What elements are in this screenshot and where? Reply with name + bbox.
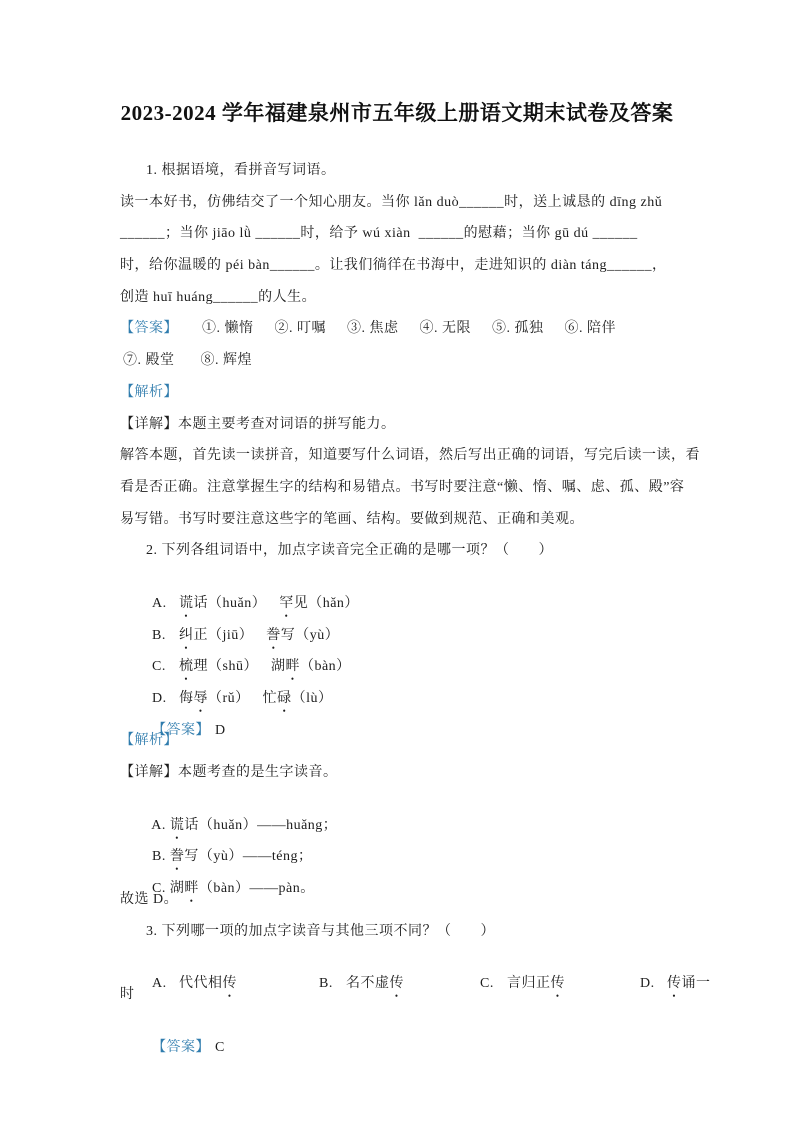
answer-item: ⑤. 孤独 bbox=[492, 321, 544, 337]
explain-text: 写（yù）——téng； bbox=[184, 849, 313, 865]
answer-label: 【答案】 bbox=[152, 1039, 210, 1055]
answer-item: ②. 叮嘱 bbox=[274, 321, 326, 337]
option-text: 忙 bbox=[262, 691, 278, 706]
question-1-explain-line: 易写错。书写时要注意这些字的笔画、结构。要做到规范、正确和美观。 bbox=[120, 511, 584, 527]
emphasized-char: 传 bbox=[389, 976, 404, 992]
question-3-option-b bbox=[319, 973, 480, 994]
question-2-option-a bbox=[120, 572, 674, 611]
option-text: 代代相 bbox=[179, 976, 223, 992]
answer-items bbox=[123, 350, 278, 371]
answer-letter: C bbox=[215, 1039, 225, 1055]
question-1-stem: 1. 根据语境，看拼音写词语。 bbox=[146, 163, 336, 178]
option-text: 见（hǎn） bbox=[293, 595, 359, 611]
option-label: C. bbox=[480, 976, 494, 992]
emphasized-char: 梳 bbox=[179, 659, 194, 675]
emphasized-char: 碌 bbox=[277, 691, 292, 706]
emphasized-char: 罕 bbox=[279, 595, 294, 611]
emphasized-char: 畔 bbox=[285, 659, 300, 675]
answer-item: ③. 焦虑 bbox=[347, 321, 399, 337]
analysis-label: 【解析】 bbox=[120, 384, 178, 400]
option-text: （rǔ） bbox=[208, 691, 250, 706]
explain-text: （bàn）——pàn。 bbox=[198, 881, 315, 897]
option-text: 理（shū） bbox=[193, 659, 258, 675]
explain-text: A. bbox=[151, 817, 170, 833]
explain-text: 话（huǎn）——huǎng； bbox=[184, 817, 338, 833]
option-label: B. bbox=[152, 627, 166, 643]
option-text: 名不虚 bbox=[346, 976, 390, 992]
explain-text: B. bbox=[152, 849, 170, 865]
question-1-explain-line: 解答本题，首先读一读拼音，知道要写什么词语，然后写出正确的词语，写完后读一读，看 bbox=[120, 448, 700, 464]
analysis-label: 【解析】 bbox=[120, 733, 178, 749]
answer-item: ⑦. 殿堂 bbox=[123, 353, 175, 369]
option-label: C. bbox=[152, 659, 166, 675]
option-label: D. bbox=[152, 691, 167, 706]
emphasized-char: 纠 bbox=[179, 627, 194, 643]
document-title: 2023-2024 学年福建泉州市五年级上册语文期末试卷及答案 bbox=[120, 101, 674, 125]
option-label: B. bbox=[319, 976, 333, 992]
question-2-conclusion: 故选 D。 bbox=[120, 891, 179, 907]
emphasized-char: 誊 bbox=[169, 849, 185, 865]
option-text: 言归正 bbox=[507, 976, 551, 992]
explain-text: C. 湖 bbox=[152, 881, 185, 897]
option-text: 诵一 bbox=[681, 976, 711, 992]
emphasized-char: 谎 bbox=[169, 817, 185, 833]
emphasized-char: 传 bbox=[667, 976, 682, 992]
option-text: 写（yù） bbox=[280, 627, 340, 643]
question-1-paragraph-line: 读一本好书，仿佛结交了一个知心朋友。当你 lǎn duò______时，送上诚恳的 dīng zhǔ bbox=[120, 194, 663, 210]
answer-label: 【答案】 bbox=[152, 722, 210, 738]
question-1-paragraph-line: 创造 huī huáng______的人生。 bbox=[120, 289, 317, 305]
answer-letter: D bbox=[215, 722, 226, 738]
option-text: 正（jiū） bbox=[193, 627, 254, 643]
option-text: （bàn） bbox=[299, 659, 351, 675]
question-2-detail: 【详解】本题考查的是生字读音。 bbox=[120, 765, 338, 781]
question-1-detail: 【详解】本题主要考查对词语的拼写能力。 bbox=[120, 416, 396, 432]
question-3-answer-row bbox=[120, 1016, 674, 1055]
emphasized-char: 传 bbox=[222, 976, 237, 992]
option-text: 侮 bbox=[179, 691, 194, 706]
question-1-answer-row-2 bbox=[120, 350, 674, 382]
answer-item: ①. 懒惰 bbox=[202, 321, 254, 337]
question-1-paragraph-line: ______；当你 jiāo lǜ ______时，给予 wú xiàn ______的慰藉；当你 gū dú ______ bbox=[120, 226, 638, 242]
question-1-answer-row-1 bbox=[120, 318, 674, 350]
option-label: D. bbox=[640, 976, 655, 992]
answer-item: ⑧. 辉煌 bbox=[200, 353, 252, 369]
question-2-explain-a bbox=[120, 794, 674, 833]
question-3-option-c bbox=[480, 973, 640, 994]
question-1-paragraph-line: 时，给你温暖的 péi bàn______。让我们徜徉在书海中，走进知识的 diàn táng______， bbox=[120, 258, 667, 274]
emphasized-char: 传 bbox=[550, 976, 565, 992]
emphasized-char: 辱 bbox=[193, 691, 208, 706]
option-text: 话（huǎn） bbox=[193, 595, 267, 611]
question-3-option-d bbox=[640, 973, 711, 994]
option-text: 湖 bbox=[270, 659, 286, 675]
answer-item: ⑥. 陪伴 bbox=[564, 321, 616, 337]
question-2-stem: 2. 下列各组词语中，加点字读音完全正确的是哪一项？（ ） bbox=[146, 543, 553, 559]
document-content bbox=[120, 99, 711, 1055]
option-label: A. bbox=[152, 976, 167, 992]
option-label: A. bbox=[152, 595, 167, 611]
question-3-option-a bbox=[152, 973, 319, 994]
answer-item: ④. 无限 bbox=[419, 321, 471, 337]
option-text: （lù） bbox=[291, 691, 333, 706]
emphasized-char: 谎 bbox=[179, 595, 194, 611]
question-3-options-row bbox=[120, 952, 711, 992]
answer-label: 【答案】 bbox=[120, 321, 178, 337]
question-1-explain-line: 看是否正确。注意掌握生字的结构和易错点。书写时要注意“懒、惰、嘱、虑、孤、殿”容 bbox=[120, 479, 685, 495]
emphasized-char: 畔 bbox=[184, 881, 199, 897]
question-3-option-overflow: 时 bbox=[120, 986, 135, 1002]
emphasized-char: 誊 bbox=[266, 627, 281, 643]
question-3-stem: 3. 下列哪一项的加点字读音与其他三项不同？（ ） bbox=[146, 923, 495, 939]
document-body bbox=[120, 160, 711, 1055]
answer-items bbox=[202, 318, 637, 339]
